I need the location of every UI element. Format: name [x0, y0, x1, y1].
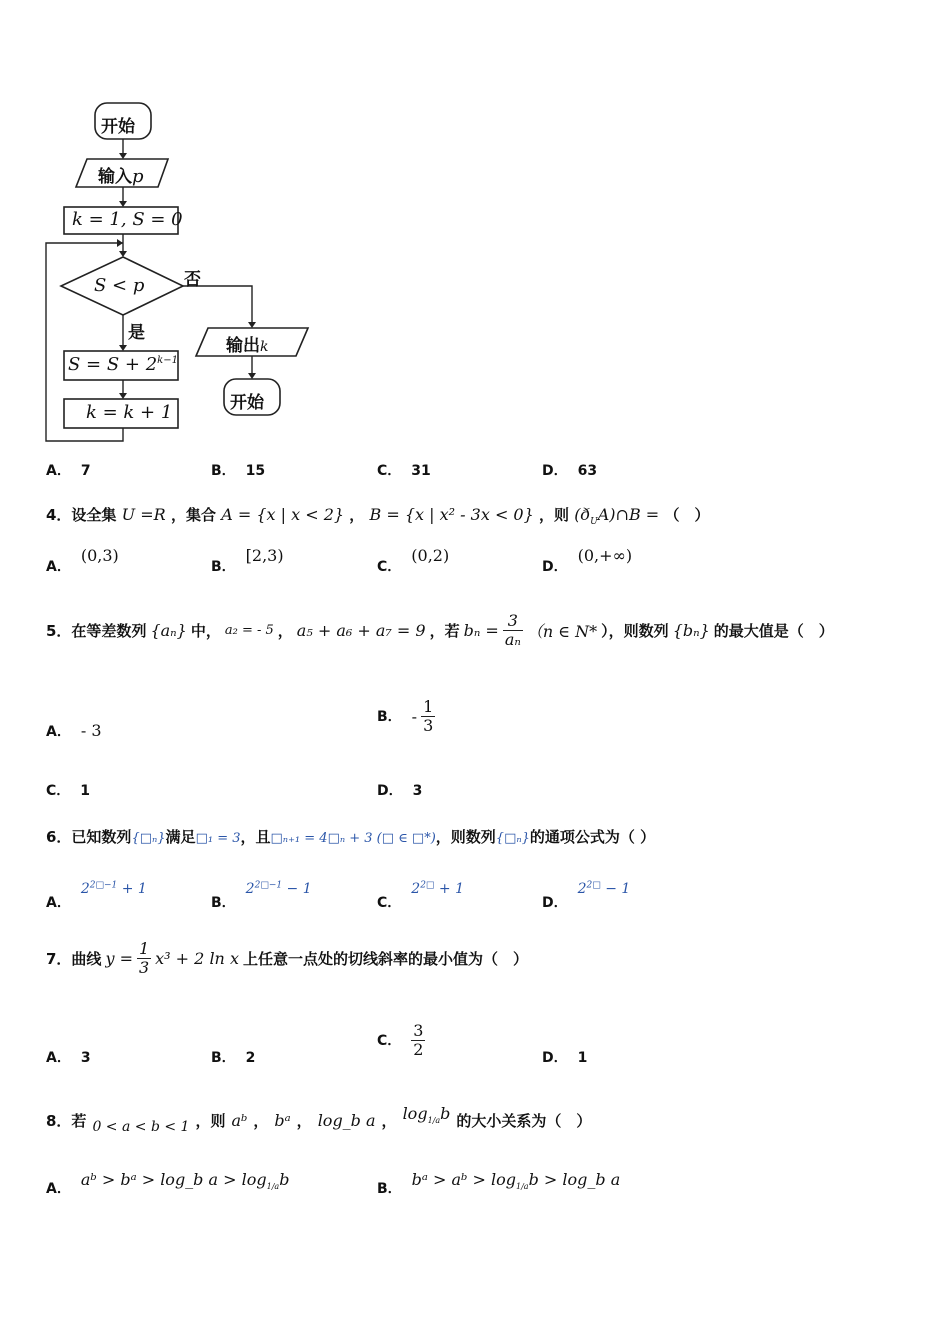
q5-text-e: 的最大值是（ ）	[713, 621, 834, 640]
q6-seq-2: {□ₙ}	[495, 831, 530, 846]
q8-stem	[46, 1104, 592, 1135]
q6-cond-2: □ₙ₊₁ = 4□ₙ + 3 (□ ∈ □*)	[270, 831, 436, 846]
q5-seq-b: {bₙ}	[672, 620, 710, 640]
q7-text-b: 上任意一点处的切线斜率的最小值为（ ）	[242, 949, 528, 968]
q8-text-c: 的大小关系为（ ）	[456, 1112, 592, 1131]
q5-text-a: 5．在等差数列	[46, 621, 147, 640]
q5-cond-1: a₂ = - 5	[224, 622, 274, 638]
q6-option-a-label: A．	[46, 895, 71, 911]
q3-option-c-label: C．	[377, 463, 402, 479]
q8-option-a-value: aᵇ > bᵃ > log_b a > log	[80, 1170, 267, 1189]
flowchart-no-label: 否	[184, 270, 201, 290]
flowchart-update-k: k = k + 1	[86, 402, 173, 423]
q7-option-c-num: 3	[413, 1021, 424, 1040]
q5-text-c: ，若	[429, 621, 460, 640]
q8-option-a-base: 1/a	[266, 1182, 280, 1191]
q3-option-d[interactable]	[542, 460, 607, 480]
q4-option-a-label: A．	[46, 559, 71, 575]
q4-set-b: B = {x | x² - 3x < 0}	[369, 505, 534, 524]
q5-stem	[46, 612, 834, 648]
q6-option-d-label: D．	[542, 895, 568, 911]
q8-expr-4-log: log	[402, 1104, 428, 1123]
q5-bn-num: 3	[503, 612, 523, 631]
q6-option-d[interactable]	[542, 878, 631, 911]
q8-option-b-value: bᵃ > aᵇ > log	[411, 1170, 517, 1189]
q5-option-c-label: C．	[46, 783, 71, 799]
q8-expr-3: log_b a	[317, 1111, 376, 1131]
q6-option-c[interactable]	[377, 878, 464, 911]
q7-den: 3	[138, 957, 150, 977]
q5-option-b-label: B．	[377, 709, 402, 726]
q4-paren: （ ）	[664, 506, 710, 524]
q5-bn-lhs: bₙ =	[463, 620, 499, 640]
q4-expression	[574, 505, 660, 528]
q7-text-a: 7．曲线	[46, 949, 102, 968]
q4-option-b[interactable]	[211, 546, 284, 576]
q6-option-a-exp: 2□−1	[89, 880, 118, 891]
q7-frac	[137, 940, 151, 976]
q4-expr-sub: U	[590, 517, 598, 528]
q6-seq: {□ₙ}	[131, 831, 166, 846]
flowchart-update-s-text: S = S + 2	[68, 354, 158, 375]
q7-option-a-value: 3	[80, 1050, 91, 1066]
q6-option-b-tail: − 1	[282, 881, 312, 897]
flowchart-input-var: p	[132, 166, 144, 187]
q4-option-d-value: (0,+∞)	[577, 546, 633, 565]
q5-option-d[interactable]	[377, 780, 432, 800]
q7-option-a-label: A．	[46, 1050, 71, 1066]
q4-universal-set: U =R	[121, 505, 166, 524]
q7-option-c-frac	[411, 1022, 425, 1058]
q8-option-b[interactable]	[377, 1170, 621, 1197]
q8-option-a-tail: b	[279, 1170, 290, 1189]
q6-option-a[interactable]	[46, 878, 147, 911]
q6-option-d-base: 2	[577, 881, 587, 897]
flowchart-update-s	[68, 354, 178, 375]
q7-lhs: y =	[105, 948, 133, 968]
q8-sep-2: ，	[296, 1112, 312, 1131]
q6-option-c-tail: + 1	[434, 881, 464, 897]
q7-rhs: x³ + 2 ln x	[155, 948, 239, 968]
q5-option-a[interactable]	[46, 721, 102, 741]
q6-text-c: ，且	[240, 828, 271, 846]
q7-option-a[interactable]	[46, 1047, 101, 1067]
q5-option-c-value: 1	[80, 783, 91, 799]
q6-text-e: 的通项公式为（ ）	[529, 828, 656, 846]
q4-stem	[46, 504, 709, 527]
q5-text-d: ），则数列	[601, 621, 669, 640]
q5-option-b-sign: -	[411, 706, 418, 726]
q3-option-c-value: 31	[411, 463, 431, 479]
q8-expr-4	[403, 1104, 451, 1125]
q4-option-b-value: [2,3)	[245, 546, 284, 565]
q5-seq-a: {aₙ}	[150, 620, 187, 640]
q7-num: 1	[138, 939, 150, 958]
q4-option-a[interactable]	[46, 546, 119, 576]
flowchart-input-label: 输入	[98, 167, 132, 187]
q6-text-b: 满足	[165, 828, 196, 846]
flowchart-output	[226, 331, 268, 356]
q7-option-d[interactable]	[542, 1047, 597, 1067]
q5-cond-2: a₅ + a₆ + a₇ = 9	[296, 620, 426, 640]
q6-option-d-exp: 2□	[586, 880, 601, 891]
q7-option-c-label: C．	[377, 1033, 402, 1050]
q8-sep-3: ，	[381, 1112, 397, 1131]
q4-option-b-label: B．	[211, 559, 236, 575]
flowchart-yes-label: 是	[128, 323, 145, 343]
q5-bn-den: aₙ	[504, 629, 521, 649]
q6-option-a-tail: + 1	[117, 881, 147, 897]
q8-option-b-tail: b > log_b a	[528, 1170, 621, 1189]
q8-text-a: 8．若	[46, 1112, 87, 1131]
q3-option-a-label: A．	[46, 463, 71, 479]
q4-option-c-label: C．	[377, 559, 402, 575]
q5-option-d-label: D．	[377, 783, 403, 799]
q8-expr-4-arg: b	[440, 1104, 451, 1123]
q3-option-b[interactable]	[211, 460, 275, 480]
flowchart-input	[98, 162, 144, 187]
flowchart-end-label: 开始	[230, 393, 264, 413]
q6-option-b-base: 2	[245, 881, 255, 897]
q5-text-b: 中，	[190, 621, 221, 640]
q3-option-a-value: 7	[80, 463, 91, 479]
q5-option-b[interactable]	[377, 698, 435, 734]
q3-option-d-value: 63	[577, 463, 598, 479]
q4-text-b: ，集合	[170, 506, 216, 524]
q8-option-b-label: B．	[377, 1181, 402, 1197]
q4-expr-start: (ð	[574, 505, 591, 524]
q6-option-b-label: B．	[211, 895, 236, 911]
q7-stem	[46, 940, 528, 976]
q3-option-c[interactable]	[377, 460, 441, 480]
q6-text-a: 6．已知数列	[46, 828, 132, 846]
q8-sep-1: ，	[253, 1112, 269, 1131]
flowchart-start-label: 开始	[101, 117, 135, 137]
q8-option-a[interactable]	[46, 1170, 290, 1197]
q3-option-a[interactable]	[46, 460, 101, 480]
q8-option-a-label: A．	[46, 1181, 71, 1197]
q4-option-a-value: (0,3)	[80, 546, 119, 565]
q6-text-d: ，则数列	[435, 828, 496, 846]
q3-option-b-label: B．	[211, 463, 236, 479]
q5-option-b-num: 1	[423, 697, 434, 716]
q6-option-d-tail: − 1	[600, 881, 631, 897]
q3-option-b-value: 15	[245, 463, 266, 479]
q5-option-a-label: A．	[46, 724, 71, 740]
flowchart-init: k = 1, S = 0	[72, 209, 183, 230]
q3-option-d-label: D．	[542, 463, 568, 479]
q8-expr-1: aᵇ	[231, 1111, 248, 1131]
q6-stem	[46, 826, 655, 847]
q4-option-d-label: D．	[542, 559, 568, 575]
q6-option-c-base: 2	[411, 881, 421, 897]
q6-option-a-base: 2	[80, 881, 90, 897]
q8-expr-2: bᵃ	[274, 1111, 291, 1131]
q5-domain: （n ∈ N*	[526, 621, 598, 641]
q8-option-b-base: 1/a	[516, 1182, 529, 1191]
q5-option-b-frac	[421, 698, 435, 734]
q7-option-b-value: 2	[245, 1050, 256, 1066]
q7-option-b[interactable]	[211, 1047, 265, 1067]
flowchart	[40, 95, 330, 450]
q7-option-c-den: 2	[413, 1039, 424, 1059]
q4-expr-end: A)∩B =	[597, 505, 660, 524]
q7-option-b-label: B．	[211, 1050, 236, 1066]
q4-sep: ，	[349, 506, 365, 524]
q6-option-b-exp: 2□−1	[254, 880, 283, 891]
q6-option-c-label: C．	[377, 895, 402, 911]
flowchart-condition: S < p	[94, 275, 145, 296]
q5-sep: ，	[277, 621, 293, 640]
flowchart-output-label: 输出	[226, 336, 260, 356]
q4-text-c: ，则	[539, 506, 570, 524]
flowchart-output-var: k	[260, 339, 269, 355]
q4-option-c[interactable]	[377, 546, 450, 576]
flowchart-update-s-exp: k−1	[157, 355, 178, 366]
q5-option-b-den: 3	[423, 715, 434, 735]
q5-bn-frac	[503, 612, 523, 648]
q5-option-a-value: - 3	[80, 721, 102, 740]
q7-option-d-label: D．	[542, 1050, 568, 1066]
q7-option-d-value: 1	[577, 1050, 588, 1066]
q8-text-b: ，则	[195, 1112, 226, 1131]
q5-option-c[interactable]	[46, 780, 100, 800]
q4-option-c-value: (0,2)	[411, 546, 450, 565]
q6-option-c-exp: 2□	[420, 880, 435, 891]
q4-option-d[interactable]	[542, 546, 633, 576]
q4-text-a: 4．设全集	[46, 506, 117, 524]
q5-option-d-value: 3	[412, 783, 423, 799]
q8-expr-4-base: 1/a	[427, 1116, 441, 1126]
q7-option-c[interactable]	[377, 1022, 425, 1058]
q8-cond: 0 < a < b < 1	[92, 1118, 190, 1135]
q6-option-b[interactable]	[211, 878, 312, 911]
q4-set-a: A = {x | x < 2}	[221, 505, 345, 524]
q6-cond-1: □₁ = 3	[195, 831, 241, 846]
